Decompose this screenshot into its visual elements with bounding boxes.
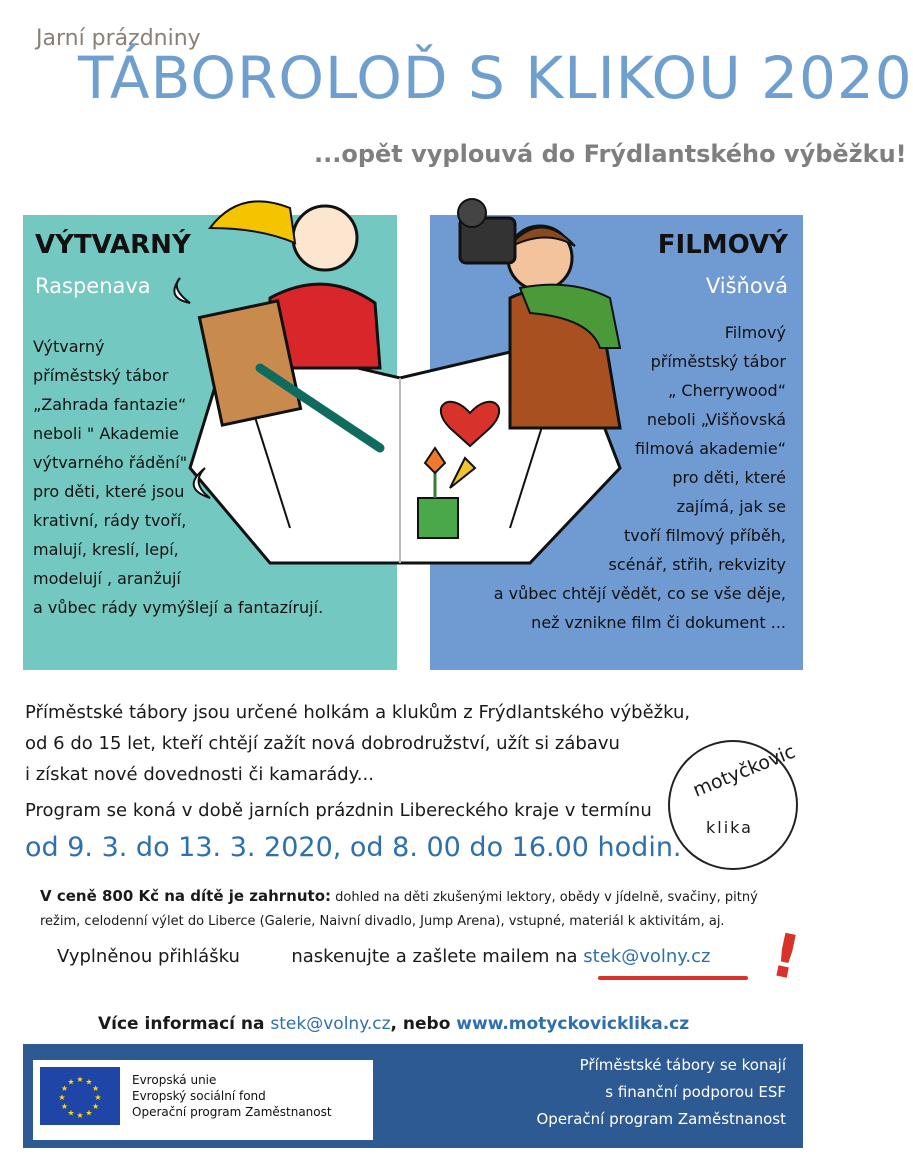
more-info-lead: Více informací na	[98, 1014, 265, 1034]
eu-star-icon: ★	[60, 1102, 68, 1111]
apply-text-before: Vyplněnou přihlášku	[57, 946, 240, 967]
art-line: pro děti, které jsou	[33, 482, 185, 501]
film-line: scénář, střih, rekvizity	[608, 555, 786, 574]
esf-line: Operační program Zaměstnanost	[536, 1110, 786, 1128]
film-camp-heading: FILMOVÝ	[657, 230, 788, 260]
exclamation-mark: !	[765, 919, 807, 995]
esf-line: s finanční podporou ESF	[605, 1083, 786, 1101]
art-camp-place: Raspenava	[35, 274, 151, 298]
film-line: a vůbec chtějí vědět, co se vše děje,	[493, 584, 786, 603]
price-info	[40, 884, 758, 934]
email-underline	[598, 976, 748, 980]
film-line: neboli „Višňovská	[646, 410, 786, 429]
eu-star-icon: ★	[58, 1093, 66, 1102]
eu-star-icon: ★	[94, 1093, 102, 1102]
film-line: Filmový	[724, 323, 786, 342]
more-info-line	[98, 1014, 689, 1034]
painter-head-icon	[293, 206, 357, 270]
more-info-middle: , nebo	[390, 1014, 451, 1034]
art-line: malují, kreslí, lepí,	[33, 540, 179, 559]
film-reel-icon	[458, 199, 486, 227]
film-line: „ Cherrywood“	[668, 381, 786, 400]
price-line-2: režim, celodenní výlet do Liberce (Galerie, Naivní divadlo, Jump Arena), vstupné, materiál k aktivitám, aj.	[40, 914, 725, 929]
program-dates: od 9. 3. do 13. 3. 2020, od 8. 00 do 16.00 hodin.	[25, 832, 682, 863]
art-camp-description	[33, 332, 323, 622]
eu-line: Evropská unie	[132, 1073, 217, 1087]
flower-pot-icon	[418, 498, 458, 538]
eu-star-icon: ★	[76, 1075, 84, 1084]
eu-star-icon: ★	[67, 1108, 75, 1118]
eu-flag-icon	[40, 1067, 120, 1125]
eu-star-icon: ★	[92, 1102, 100, 1111]
esf-support-text	[537, 1052, 787, 1133]
price-line-1: dohled na děti zkušenými lektory, obědy v jídelně, svačiny, pitný	[331, 890, 758, 905]
price-lead: V ceně 800 Kč na dítě je zahrnuto:	[40, 887, 332, 905]
art-line: neboli " Akademie	[33, 424, 179, 443]
logo-text-top: motyčkovic	[689, 740, 799, 802]
film-line: zajímá, jak se	[676, 497, 786, 516]
eu-star-icon: ★	[60, 1084, 68, 1093]
film-line: filmová akademie“	[634, 439, 786, 458]
pre-title: Jarní prázdniny	[36, 26, 201, 51]
intro-paragraph	[25, 697, 690, 790]
film-camp-place: Višňová	[705, 274, 788, 298]
film-line: příměstský tábor	[650, 352, 786, 371]
intro-line: Příměstské tábory jsou určené holkám a klukům z Frýdlantského výběžku,	[25, 702, 691, 723]
art-line: Výtvarný	[33, 337, 105, 356]
logo-text-bottom: klika	[706, 818, 753, 837]
apply-text-after: naskenujte a zašlete mailem na	[291, 946, 578, 967]
program-line: Program se koná v době jarních prázdnin Libereckého kraje v termínu	[25, 800, 652, 821]
eu-star-icon: ★	[76, 1111, 84, 1120]
eu-text	[132, 1072, 332, 1120]
art-line: modelují , aranžují	[33, 569, 181, 588]
eu-line: Operační program Zaměstnanost	[132, 1105, 332, 1119]
eu-star-icon: ★	[92, 1084, 100, 1093]
eu-star-icon: ★	[85, 1077, 93, 1087]
film-line: než vznikne film či dokument ...	[531, 613, 786, 632]
art-line: výtvarného řádění"	[33, 453, 188, 472]
art-line: a vůbec rády vymýšlejí a fantazírují.	[33, 598, 324, 617]
intro-line: od 6 do 15 let, kteří chtějí zažít nová dobrodružství, užít si zábavu	[25, 733, 620, 754]
application-instruction	[57, 946, 710, 967]
film-line: tvoří filmový příběh,	[624, 526, 786, 545]
art-line: příměstský tábor	[33, 366, 169, 385]
art-line: „Zahrada fantazie“	[33, 395, 187, 414]
intro-line: i získat nové dovednosti či kamarády...	[25, 764, 374, 785]
art-line: krativní, rády tvoří,	[33, 511, 187, 530]
eu-star-icon: ★	[67, 1077, 75, 1087]
water-splash-icon	[174, 278, 190, 303]
more-info-email-link[interactable]: stek@volny.cz	[270, 1014, 391, 1034]
esf-line: Příměstské tábory se konají	[579, 1056, 786, 1074]
eu-line: Evropský sociální fond	[132, 1089, 266, 1103]
eu-star-icon: ★	[85, 1108, 93, 1118]
painter-hair-icon	[210, 201, 295, 243]
apply-email-link[interactable]: stek@volny.cz	[583, 946, 711, 967]
art-camp-heading: VÝTVARNÝ	[35, 230, 191, 260]
film-line: pro děti, které	[672, 468, 786, 487]
website-link[interactable]: www.motyckovicklika.cz	[456, 1014, 690, 1034]
page-title: TÁBOROLOĎ S KLIKOU 2020	[78, 44, 913, 112]
page-subtitle: ...opět vyplouvá do Frýdlantského výběžku!	[314, 140, 907, 168]
film-camp-description	[494, 318, 786, 637]
